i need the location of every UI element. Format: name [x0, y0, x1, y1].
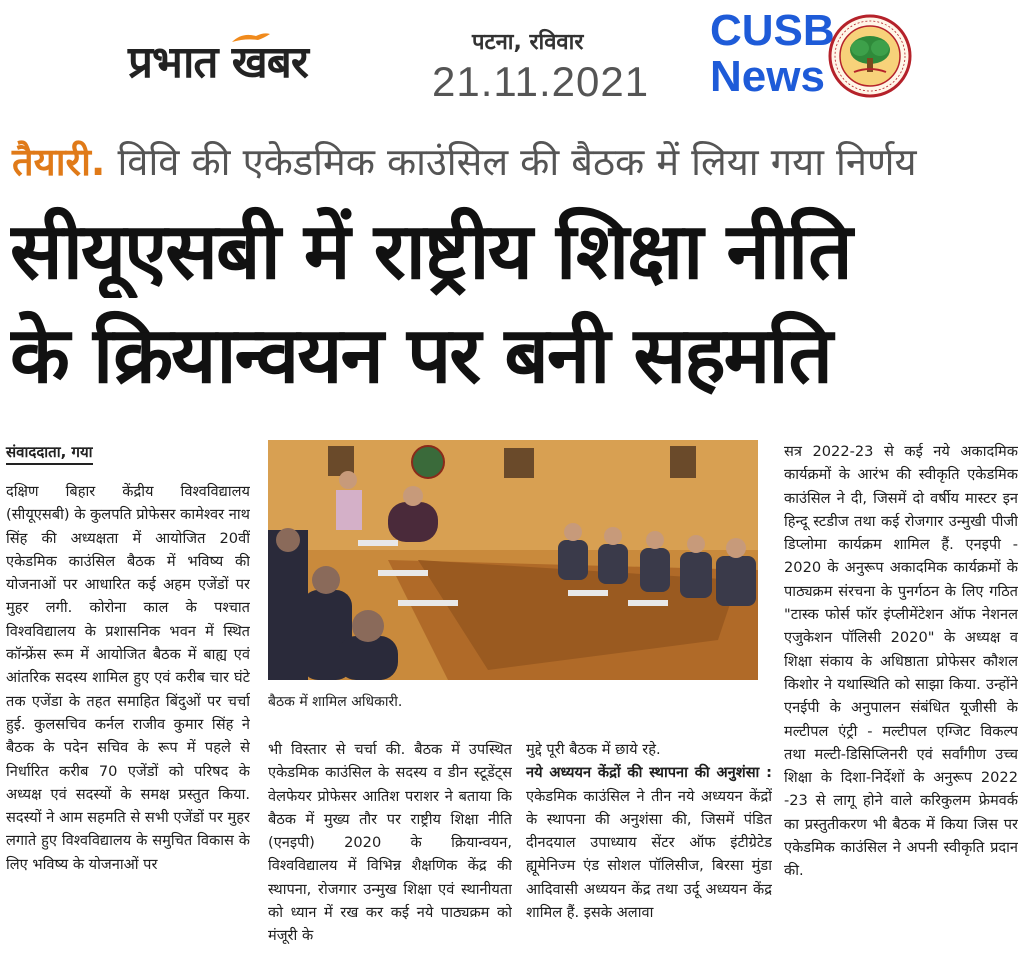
meeting-photo: [268, 440, 758, 680]
cusb-title-line1: CUSB: [710, 6, 835, 55]
kicker-line: [12, 138, 917, 186]
article-column-4: सत्र 2022-23 से कई नये अकादमिक कार्यक्रमों के आरंभ की स्वीकृति एकेडमिक काउंसिल ने दी, जिसमें दो वर्षीय मास्टर इन हिन्दू स्टडीज तथा कई रोजगार उन्मुखी पीजी डिप्लोमा कार्यक्रम शामिल हैं. एनइपी - 2020 के अनुरूप अकादमिक कार्यक्रमों के पाठ्यक्रम संरचना के पुनर्गठन के लिए गठित "टास्क फोर्स फॉर इंप्लीमेंटेशन ऑफ नेशनल एजुकेशन पॉलिसी 2020" के अध्यक्ष व शिक्षा संकाय के अधिष्ठाता प्रोफेसर कौशल किशोर ने यथास्थिति को साझा किया. उन्होंने एनईपी के अनुपालन संबंधित यूजीसी के मल्टीपल एंट्री - मल्टीपल एग्जिट विकल्प तथा मल्टी-डिसिप्लिनरी एवं सर्वांगीण उच्च शिक्षा के दिशा-निर्देशों के अनुरूप 2022 -23 से लागू होने वाले करिकुलम फ्रेमवर्क का प्रस्तुतीकरण भी बैठक में किया जिस पर एकेडमिक काउंसिल ने अपनी स्वीकृति प्रदान की.: [784, 443, 1018, 880]
cusb-title-line2: News: [710, 52, 825, 101]
kicker-text: विवि की एकेडमिक काउंसिल की बैठक में लिया गया निर्णय: [117, 140, 917, 184]
subheading-new-centres: नये अध्ययन केंद्रों की स्थापना की अनुशंसा :: [526, 764, 772, 782]
newspaper-logo: प्रभात खबर: [128, 37, 308, 88]
article-column-2: भी विस्तार से चर्चा की. बैठक में उपस्थित एकेडमिक काउंसिल के सदस्य व डीन स्टूडेंट्स वेलफेयर प्रोफेसर आतिश पराशर ने बताया कि बैठक में मुख्य तौर पर राष्ट्रीय शिक्षा नीति (एनइपी) 2020 के क्रियान्वयन, विश्वविद्यालय में विभिन्न शैक्षणिक केंद्र की स्थापना, रोजगार उन्मुख शिक्षा एवं स्थानीयता को ध्यान में रख कर कई नये पाठ्यक्रम को मंजूरी के: [268, 741, 512, 945]
kicker-tag: तैयारी.: [12, 140, 106, 184]
photo-caption: बैठक में शामिल अधिकारी.: [268, 694, 403, 710]
dateline-place-day: पटना, रविवार: [472, 30, 584, 55]
column-3-intro: मुद्दे पूरी बैठक में छाये रहे.: [526, 741, 661, 758]
column-3-body: एकेडमिक काउंसिल ने तीन नये अध्ययन केंद्रों के स्थापना की अनुशंसा की, जिसमें पंडित दीनदयाल उपाध्याय सेंटर ऑफ इंटीग्रेटेड ह्यूमेनिज्म एंड सोशल पॉलिसीज, बिरसा मुंडा आदिवासी अध्ययन केंद्र तथा उर्दू अध्ययन केंद्र शामिल हैं. इसके अलावा: [526, 787, 772, 922]
headline-line-2: के क्रियान्वयन पर बनी सहमति: [10, 311, 831, 401]
university-seal-icon: [828, 14, 912, 98]
article-column-3: [526, 738, 772, 960]
cusb-news-title: [710, 6, 835, 101]
byline: संवाददाता, गया: [6, 442, 93, 465]
article-column-1: दक्षिण बिहार केंद्रीय विश्वविद्यालय (सीयूएसबी) के कुलपति प्रोफेसर कामेश्वर नाथ सिंह की अध्यक्षता में आयोजित 20वीं एकेडमिक काउंसिल बैठक में भविष्य की योजनाओं पर आधारित कई अहम एजेंडों पर मुहर लगी. कोरोना काल के पश्चात विश्वविद्यालय के प्रशासनिक भवन में स्थित कॉन्फ्रेंस रूम में आयोजित बैठक में बाह्य एवं आंतरिक सदस्य शामिल हुए एवं करीब चार घंटे तक एजेंडा के तहत समाहित बिंदुओं पर चर्चा हुई. कुलसचिव कर्नल राजीव कुमार सिंह ने बैठक के पदेन सचिव के रूप में पहले से निर्धारित करीब 70 एजेंडों को परिषद के अध्यक्ष एवं सदस्यों के समक्ष प्रस्तुत किया. सदस्यों ने आम सहमति से सभी एजेंडों पर मुहर लगाते हुए विश्वविद्यालय के समुचित विकास के लिए भविष्य के योजनाओं पर: [6, 483, 250, 873]
headline-line-1: सीयूएसबी में राष्ट्रीय शिक्षा नीति: [10, 207, 851, 297]
dateline-date: 21.11.2021: [432, 58, 650, 105]
